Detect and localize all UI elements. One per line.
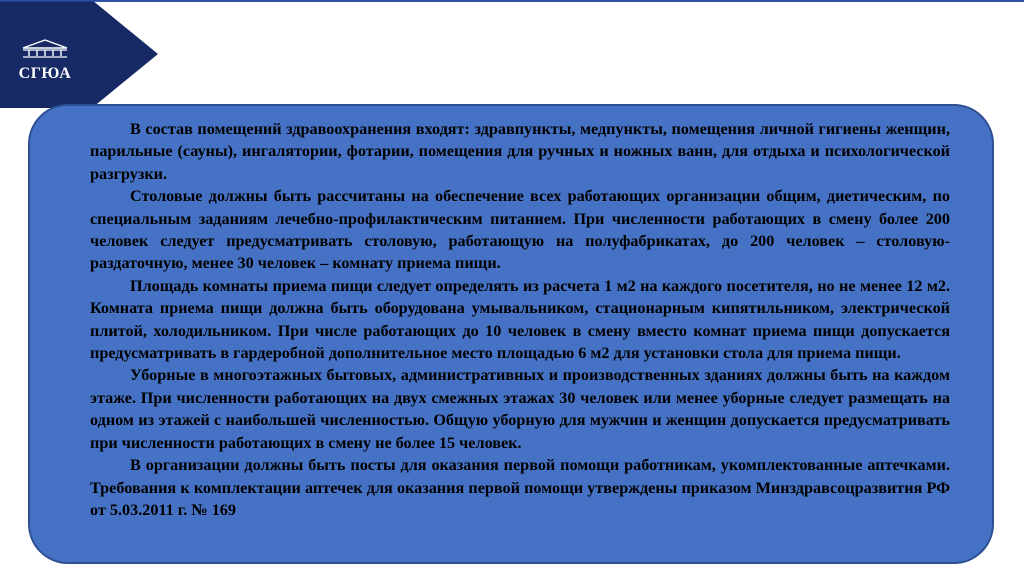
building-emblem-icon bbox=[19, 38, 71, 58]
paragraph-toilets: Уборные в многоэтажных бытовых, административных и производственных зданиях должны быть на каждом этаже. При численности работающих на двух смежных этажах 30 человек или менее уборные следует размещать на одном из этажей с наибольшей численностью. Общую уборную для мужчин и женщин допускается предусматривать при численности работающих в смену не более 15 человек. bbox=[90, 366, 950, 452]
header-decoration bbox=[0, 0, 1024, 108]
content-panel bbox=[28, 104, 994, 564]
header-bar bbox=[0, 0, 1024, 108]
paragraph-canteens: Столовые должны быть рассчитаны на обеспечение всех работающих организации общим, диетическим, по специальным заданиям лечебно-профилактическим питанием. При численности работающих в смену более 200 человек следует предусматривать столовую, работающую на полуфабрикатах, до 200 человек – столовую-раздаточную, менее 30 человек – комнату приема пищи. bbox=[90, 187, 950, 273]
paragraph-health-rooms: В состав помещений здравоохранения входят: здравпункты, медпункты, помещения личной гигиены женщин, парильные (сауны), ингалятории, фотарии, помещения для ручных и ножных ванн, для отдыха и психологической разгрузки. bbox=[90, 120, 950, 183]
sgua-logo bbox=[10, 38, 80, 86]
paragraph-dining-room-area: Площадь комнаты приема пищи следует определять из расчета 1 м2 на каждого посетителя, но не менее 12 м2. Комната приема пищи должна быть оборудована умывальником, стационарным кипятильником, электрической плитой, холодильником. При числе работающих до 10 человек в смену вместо комнат приема пищи допускается предусматривать в гардеробной дополнительное место площадью 6 м2 для установки стола для приема пищи. bbox=[90, 276, 950, 363]
paragraph-first-aid: В организации должны быть посты для оказания первой помощи работникам, укомплектованные аптечками. Требования к комплектации аптечек для оказания первой помощи утверждены приказом Минздравсоцразвития РФ от 5.03.2011 г. № 169 bbox=[90, 456, 950, 519]
logo-text: СГЮА bbox=[18, 65, 72, 82]
